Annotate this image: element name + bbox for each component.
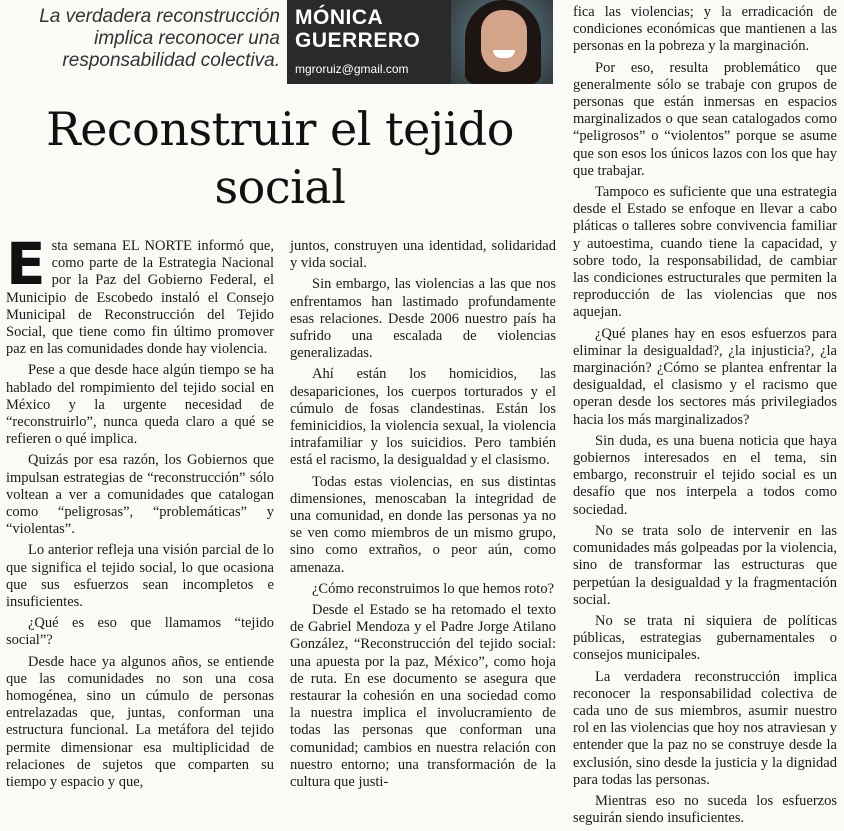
paragraph: Lo anterior refleja una visión parcial de lo que significa el tejido social, lo que ocasiona que sus esfuerzos sean incompletos e insuficientes. xyxy=(6,542,274,611)
paragraph: Desde hace ya algunos años, se entiende que las comunidades no son una cosa homogénea, sino un cúmulo de personas entrelazadas que, juntas, conforman una estructura funcional. La metáfora del tejido permite dimensionar esa multiplicidad de relaciones de sujetos que comparten su tiempo y espacio y que, xyxy=(6,653,274,791)
paragraph: Ahí están los homicidios, las desapariciones, los cuerpos torturados y el cúmulo de fosas clandestinas. Están los feminicidios, la violencia sexual, la violencia intrafamiliar y los suicidios. Pero también está el racismo, la desigualdad y el clasismo. xyxy=(290,366,556,469)
paragraph: Quizás por esa razón, los Gobiernos que impulsan estrategias de “reconstrucción” sólo voltean a ver a comunidades que catalogan como “peligrosas”, “problemáticas” y “violentas”. xyxy=(6,452,274,538)
author-face xyxy=(481,10,527,72)
author-box xyxy=(287,0,553,84)
paragraph: juntos, construyen una identidad, solidaridad y vida social. xyxy=(290,238,556,272)
headline: Reconstruir el tejido social xyxy=(46,102,514,214)
drop-cap: E xyxy=(6,230,46,298)
paragraph: No se trata ni siquiera de políticas públicas, estrategias gubernamentales o consejos municipales. xyxy=(573,612,837,664)
paragraph: ¿Cómo reconstruimos lo que hemos roto? xyxy=(312,580,555,597)
paragraph: No se trata solo de intervenir en las comunidades más golpeadas por la violencia, sino de transformar las estructuras que perpetúan la desigualdad y la fragmentación social. xyxy=(573,522,837,608)
paragraph: La verdadera reconstrucción implica reconocer la responsabilidad colectiva de cada uno de sus miembros, asumir nuestro rol en las violencias que hoy nos atraviesan y entender que la paz no se construye desde la exclusión, sino desde la justicia y la dignidad para todas las personas. xyxy=(573,668,837,788)
article-column-3 xyxy=(573,4,837,831)
paragraph: ¿Qué es eso que llamamos “tejido social”? xyxy=(6,615,274,649)
paragraph: Sin duda, es una buena noticia que haya gobiernos interesados en el tema, sin embargo, reconstruir el tejido social es un desafío que nos interpela a todos como sociedad. xyxy=(573,432,837,518)
paragraph xyxy=(6,230,274,358)
paragraph: Todas estas violencias, en sus distintas dimensiones, menoscaban la integridad de una comunidad, en donde las personas ya no se ven como miembros de un mismo grupo, sino como extraños, o peor aún, como amenaza. xyxy=(290,473,556,576)
article-column-2 xyxy=(290,238,556,795)
paragraph: Por eso, resulta problemático que generalmente sólo se trabaje con grupos de personas que están inmersas en espacios marginalizados o que sean catalogados como “peligrosos” o “violentos” porque se asume que son esos los únicos lazos con los que hay que trabajar. xyxy=(573,59,837,179)
author-photo xyxy=(451,0,553,84)
tagline: La verdadera reconstrucción implica reconocer una responsabilidad colectiva. xyxy=(39,6,280,71)
article-column-1 xyxy=(6,230,274,795)
paragraph: fica las violencias; y la erradicación de condiciones económicas que mantienen a las personas en la pobreza y la marginación. xyxy=(573,4,837,55)
paragraph: Mientras eso no suceda los esfuerzos seguirán siendo insuficientes. xyxy=(573,792,837,827)
paragraph: Desde el Estado se ha retomado el texto de Gabriel Mendoza y el Padre Jorge Atilano González, “Reconstrucción del tejido social: una apuesta por la paz, México”, como hoja de ruta. En ese documento se asegura que restaurar la cohesión en una sociedad como la nuestra implica el involucramiento de todas las personas que conforman una comunidad; cambios en nuestra relación con nuestro entorno; una transformación de la cultura que justi- xyxy=(290,602,556,791)
paragraph: Pese a que desde hace algún tiempo se ha hablado del rompimiento del tejido social en México y la urgente necesidad de “reconstruirlo”, nunca queda claro a qué se refieren o qué implica. xyxy=(6,362,274,448)
paragraph: ¿Qué planes hay en esos esfuerzos para eliminar la desigualdad?, ¿la injusticia?, ¿la marginación? ¿Cómo se plantea enfrentar la desigualdad, el clasismo y el racismo que operan desde los sectores más privilegiados hacia los más marginalizados? xyxy=(573,325,837,428)
paragraph-text: sta semana EL NORTE informó que, como parte de la Estrategia Nacional por la Paz del Gobierno Federal, el Municipio de Escobedo instaló el Consejo Municipal de Reconstrucción del Tejido Social, que tiene como fin último promover paz en las comunidades donde hay violencia. xyxy=(6,238,274,358)
author-name: MÓNICA GUERRERO xyxy=(295,6,421,52)
paragraph: Sin embargo, las violencias a las que nos enfrentamos han lastimado profundamente esas relaciones. Desde 2006 nuestro país ha sufrido una escalada de violencias generalizadas. xyxy=(290,276,556,362)
column-header xyxy=(0,0,560,86)
paragraph: Tampoco es suficiente que una estrategia desde el Estado se enfoque en llevar a cabo pláticas o talleres sobre convivencia familiar y autoestima, cuando tiene la capacidad, y sobre todo, la responsabilidad, de cambiar las condiciones estructurales que permiten la reproducción de las violencias que nos aquejan. xyxy=(573,184,837,321)
author-email: mgroruiz@gmail.com xyxy=(295,62,409,76)
